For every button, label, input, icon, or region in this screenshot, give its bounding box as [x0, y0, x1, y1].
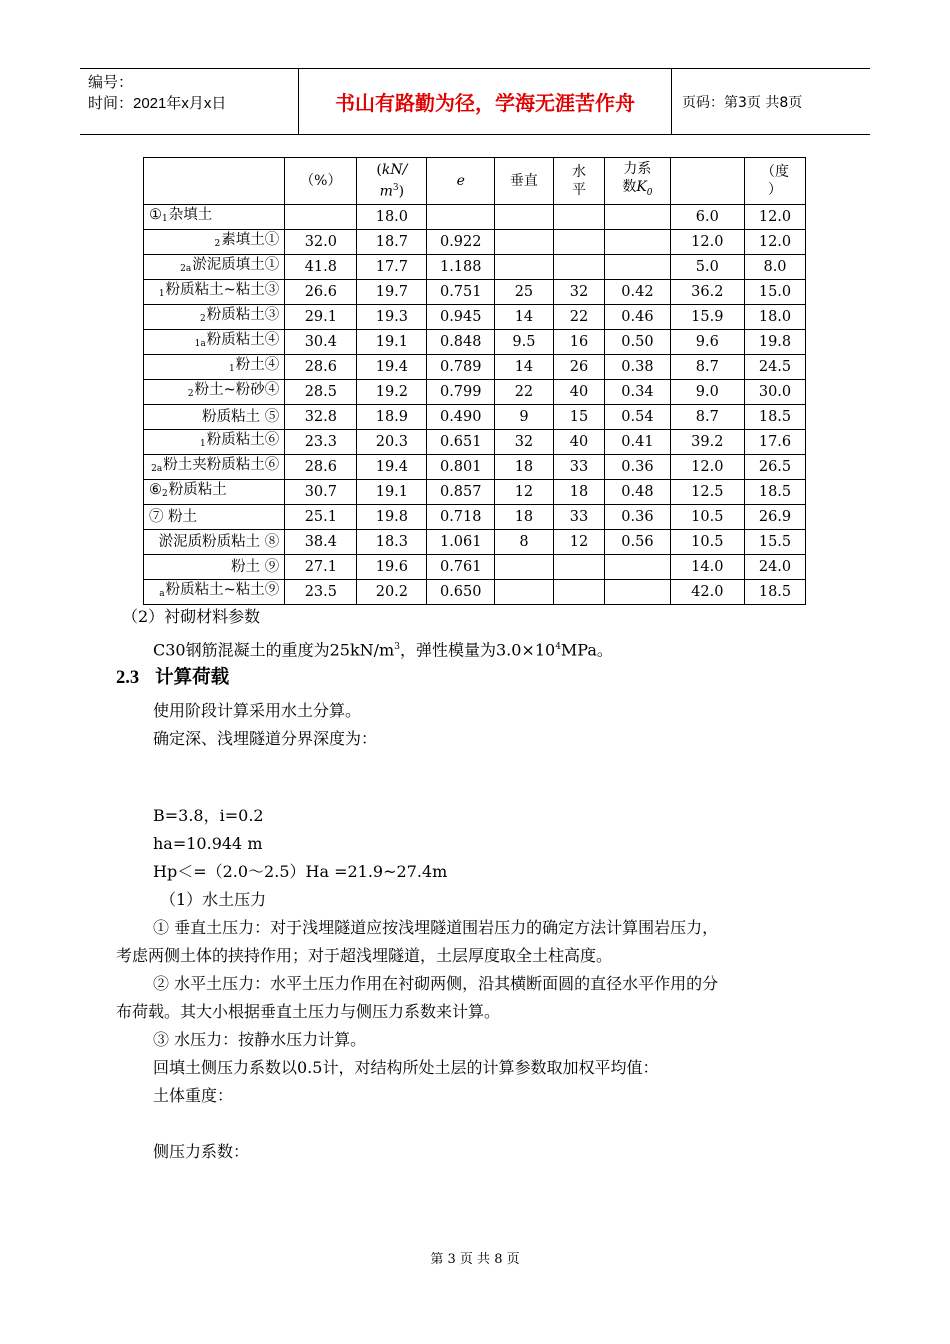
table-cell: 16: [553, 330, 604, 355]
table-cell: 8.0: [745, 255, 806, 280]
table-row: [144, 430, 806, 455]
table-cell: 30.7: [285, 480, 357, 505]
table-cell: 19.8: [357, 505, 427, 530]
table-row: [144, 405, 806, 430]
table-cell: [605, 555, 670, 580]
table-cell: 0.42: [605, 280, 670, 305]
table-cell: 8: [495, 530, 554, 555]
table-cell: 18: [495, 505, 554, 530]
table-row: [144, 555, 806, 580]
soil-name-cell: $⑥_2$粉质粘土: [144, 480, 285, 505]
table-cell: 25: [495, 280, 554, 305]
table-cell: 0.751: [427, 280, 495, 305]
table-cell: [605, 205, 670, 230]
table-cell: 15.5: [745, 530, 806, 555]
table-cell: 24.5: [745, 355, 806, 380]
table-header-cell: e: [427, 158, 495, 205]
table-cell: 0.38: [605, 355, 670, 380]
soil-name-cell: $_{2a}$淤泥质填土①: [144, 255, 285, 280]
table-cell: 10.5: [670, 530, 744, 555]
soil-name-cell: $①_1$杂填土: [144, 205, 285, 230]
soil-name-cell: $_1$粉质粘土~粘土③: [144, 280, 285, 305]
body-block-3: [116, 1138, 836, 1166]
table-header-cell: (kN/ $m^3$): [357, 158, 427, 205]
table-cell: [553, 580, 604, 605]
paragraph: 土体重度：: [153, 1086, 234, 1105]
table-cell: 32.8: [285, 405, 357, 430]
table-cell: 19.4: [357, 355, 427, 380]
table-row: [144, 380, 806, 405]
paragraph: Hp＜=（2.0～2.5）Ha =21.9~27.4m: [153, 862, 448, 881]
table-cell: 0.46: [605, 305, 670, 330]
paragraph: 布荷载。其大小根据垂直土压力与侧压力系数来计算。: [116, 1002, 501, 1021]
table-row: [144, 305, 806, 330]
table-cell: 18.5: [745, 580, 806, 605]
table-cell: 28.6: [285, 455, 357, 480]
table-header-cell: [670, 158, 744, 205]
table-cell: 0.651: [427, 430, 495, 455]
table-cell: 24.0: [745, 555, 806, 580]
table-cell: 0.922: [427, 230, 495, 255]
table-cell: 30.0: [745, 380, 806, 405]
soil-name-cell: 粉质粘土 ⑤: [144, 405, 285, 430]
section-title-text: 计算荷载: [155, 667, 230, 688]
table-cell: 23.5: [285, 580, 357, 605]
table-cell: 1.188: [427, 255, 495, 280]
table-cell: 18: [495, 455, 554, 480]
table-cell: 9: [495, 405, 554, 430]
section-number: 2.3: [116, 668, 140, 688]
table-cell: 18.3: [357, 530, 427, 555]
table-cell: 38.4: [285, 530, 357, 555]
soil-name-cell: $_1$粉质粘土⑥: [144, 430, 285, 455]
table-cell: 0.650: [427, 580, 495, 605]
header-motto: 书山有路勤为径，学海无涯苦作舟: [299, 69, 672, 134]
table-cell: 36.2: [670, 280, 744, 305]
paragraph: ha=10.944 m: [153, 834, 263, 853]
table-cell: 0.34: [605, 380, 670, 405]
page-footer: 第 3 页 共 8 页: [430, 1252, 520, 1267]
table-cell: 0.801: [427, 455, 495, 480]
table-cell: 0.41: [605, 430, 670, 455]
soil-name-cell: $_a$粉质粘土~粘土⑨: [144, 580, 285, 605]
table-cell: 20.2: [357, 580, 427, 605]
table-cell: 12.0: [670, 230, 744, 255]
table-row: [144, 255, 806, 280]
table-cell: 18.9: [357, 405, 427, 430]
soil-name-cell: 淤泥质粉质粘土 ⑧: [144, 530, 285, 555]
table-cell: 12: [495, 480, 554, 505]
soil-parameters-table: [143, 157, 806, 605]
soil-name-cell: 粉土 ⑨: [144, 555, 285, 580]
soil-name-cell: $_{1a}$粉质粘土④: [144, 330, 285, 355]
table-cell: 12.0: [745, 230, 806, 255]
lining-title: （2）衬砌材料参数: [122, 607, 261, 626]
table-cell: 1.061: [427, 530, 495, 555]
table-cell: [605, 255, 670, 280]
table-cell: 41.8: [285, 255, 357, 280]
table-cell: [495, 580, 554, 605]
paragraph: （1）水土压力: [160, 890, 267, 909]
table-cell: 10.5: [670, 505, 744, 530]
table-row: [144, 580, 806, 605]
table-cell: 9.5: [495, 330, 554, 355]
paragraph: 使用阶段计算采用水土分算。: [153, 701, 362, 720]
table-cell: 18.7: [357, 230, 427, 255]
table-header-cell: （%）: [285, 158, 357, 205]
table-cell: 0.857: [427, 480, 495, 505]
table-cell: 9.0: [670, 380, 744, 405]
table-cell: 29.1: [285, 305, 357, 330]
table-cell: 19.3: [357, 305, 427, 330]
soil-name-cell: $_2$素填土①: [144, 230, 285, 255]
table-header-cell: 垂直: [495, 158, 554, 205]
table-row: [144, 530, 806, 555]
paragraph: B=3.8，i=0.2: [153, 806, 264, 825]
table-cell: 14: [495, 305, 554, 330]
paragraph: 确定深、浅埋隧道分界深度为：: [153, 729, 378, 748]
table-row: [144, 480, 806, 505]
table-header-cell: 水 平: [553, 158, 604, 205]
table-cell: 14: [495, 355, 554, 380]
soil-name-cell: $_2$粉质粘土③: [144, 305, 285, 330]
table-cell: 28.6: [285, 355, 357, 380]
table-cell: [495, 555, 554, 580]
table-cell: 9.6: [670, 330, 744, 355]
table-cell: 26: [553, 355, 604, 380]
table-cell: 17.6: [745, 430, 806, 455]
table-cell: 27.1: [285, 555, 357, 580]
header-page-info: 页码：第3页 共8页: [682, 94, 803, 111]
soil-name-cell: $_2$粉土~粉砂④: [144, 380, 285, 405]
table-cell: 40: [553, 430, 604, 455]
concrete-param: [116, 633, 836, 664]
table-cell: [427, 205, 495, 230]
table-header-cell: 力系 数$K_0$: [605, 158, 670, 205]
table-cell: 17.7: [357, 255, 427, 280]
paragraph: ① 垂直土压力：对于浅埋隧道应按浅埋隧道围岩压力的确定方法计算围岩压力，: [153, 918, 719, 937]
table-row: [144, 230, 806, 255]
table-cell: 19.8: [745, 330, 806, 355]
paragraph: 侧压力系数：: [153, 1142, 250, 1161]
table-cell: [553, 255, 604, 280]
table-cell: [285, 205, 357, 230]
table-cell: 22: [495, 380, 554, 405]
table-cell: 18.0: [745, 305, 806, 330]
table-cell: 0.36: [605, 455, 670, 480]
table-cell: [495, 230, 554, 255]
table-cell: 18.5: [745, 480, 806, 505]
table-cell: 23.3: [285, 430, 357, 455]
concrete-text: C30钢筋混凝土的重度为$25kN/m^3$，弹性模量为$3.0\times 10^4MPa$。: [153, 640, 613, 660]
table-cell: 32: [553, 280, 604, 305]
table-cell: 8.7: [670, 355, 744, 380]
table-cell: 18.5: [745, 405, 806, 430]
table-cell: 18: [553, 480, 604, 505]
soil-name-cell: $_{2a}$粉土夹粉质粘土⑥: [144, 455, 285, 480]
table-cell: 0.799: [427, 380, 495, 405]
paragraph: 考虑两侧土体的挟持作用；对于超浅埋隧道，土层厚度取全土柱高度。: [116, 946, 613, 965]
table-cell: 15.0: [745, 280, 806, 305]
table-cell: 0.56: [605, 530, 670, 555]
table-cell: 19.1: [357, 480, 427, 505]
table-cell: 12.0: [670, 455, 744, 480]
table-cell: 19.6: [357, 555, 427, 580]
soil-name-cell: $_1$粉土④: [144, 355, 285, 380]
table-cell: 12: [553, 530, 604, 555]
table-cell: 30.4: [285, 330, 357, 355]
table-cell: [495, 255, 554, 280]
table-cell: 5.0: [670, 255, 744, 280]
table-cell: 0.490: [427, 405, 495, 430]
table-cell: 8.7: [670, 405, 744, 430]
table-cell: 6.0: [670, 205, 744, 230]
table-cell: 19.1: [357, 330, 427, 355]
table-cell: 19.2: [357, 380, 427, 405]
table-cell: 42.0: [670, 580, 744, 605]
table-header-row: [144, 158, 806, 205]
table-cell: 33: [553, 505, 604, 530]
time-label: 时间：2021年x月x日: [88, 95, 227, 112]
table-cell: 20.3: [357, 430, 427, 455]
table-cell: 0.718: [427, 505, 495, 530]
table-row: [144, 280, 806, 305]
table-cell: 26.5: [745, 455, 806, 480]
table-cell: 0.48: [605, 480, 670, 505]
table-cell: 0.50: [605, 330, 670, 355]
paragraph: ② 水平土压力：水平土压力作用在衬砌两侧，沿其横断面圆的直径水平作用的分: [153, 974, 719, 993]
table-row: [144, 355, 806, 380]
table-cell: 40: [553, 380, 604, 405]
soil-name-cell: ⑦ 粉土: [144, 505, 285, 530]
serial-label: 编号：: [88, 74, 134, 91]
paragraph: ③ 水压力：按静水压力计算。: [153, 1030, 367, 1049]
table-cell: 14.0: [670, 555, 744, 580]
table-cell: 15: [553, 405, 604, 430]
table-cell: 15.9: [670, 305, 744, 330]
table-cell: 19.4: [357, 455, 427, 480]
table-cell: [553, 230, 604, 255]
table-cell: [495, 205, 554, 230]
table-header-cell: [144, 158, 285, 205]
page-header: [80, 68, 870, 135]
table-cell: 0.54: [605, 405, 670, 430]
table-cell: 0.36: [605, 505, 670, 530]
table-cell: [605, 230, 670, 255]
table-cell: 18.0: [357, 205, 427, 230]
table-row: [144, 505, 806, 530]
lining-title-block: [116, 603, 836, 631]
body-block-1: [116, 697, 836, 753]
table-cell: 0.945: [427, 305, 495, 330]
paragraph: 回填土侧压力系数以0.5计，对结构所处土层的计算参数取加权平均值：: [153, 1058, 659, 1077]
table-cell: 39.2: [670, 430, 744, 455]
table-cell: 22: [553, 305, 604, 330]
table-cell: 25.1: [285, 505, 357, 530]
table-cell: 0.761: [427, 555, 495, 580]
table-cell: 19.7: [357, 280, 427, 305]
table-cell: 33: [553, 455, 604, 480]
table-cell: 0.789: [427, 355, 495, 380]
table-cell: 12.0: [745, 205, 806, 230]
table-cell: 0.848: [427, 330, 495, 355]
table-row: [144, 205, 806, 230]
table-row: [144, 455, 806, 480]
body-block-2: [116, 802, 836, 1110]
table-cell: [553, 555, 604, 580]
table-header-cell: （度 ）: [745, 158, 806, 205]
header-meta: [80, 69, 299, 134]
table-cell: 26.6: [285, 280, 357, 305]
table-cell: 26.9: [745, 505, 806, 530]
table-cell: 32.0: [285, 230, 357, 255]
section-title: [116, 664, 836, 692]
table-cell: [553, 205, 604, 230]
table-row: [144, 330, 806, 355]
table-cell: 32: [495, 430, 554, 455]
table-cell: [605, 580, 670, 605]
section-heading: [116, 664, 836, 692]
table-cell: 12.5: [670, 480, 744, 505]
table-cell: 28.5: [285, 380, 357, 405]
